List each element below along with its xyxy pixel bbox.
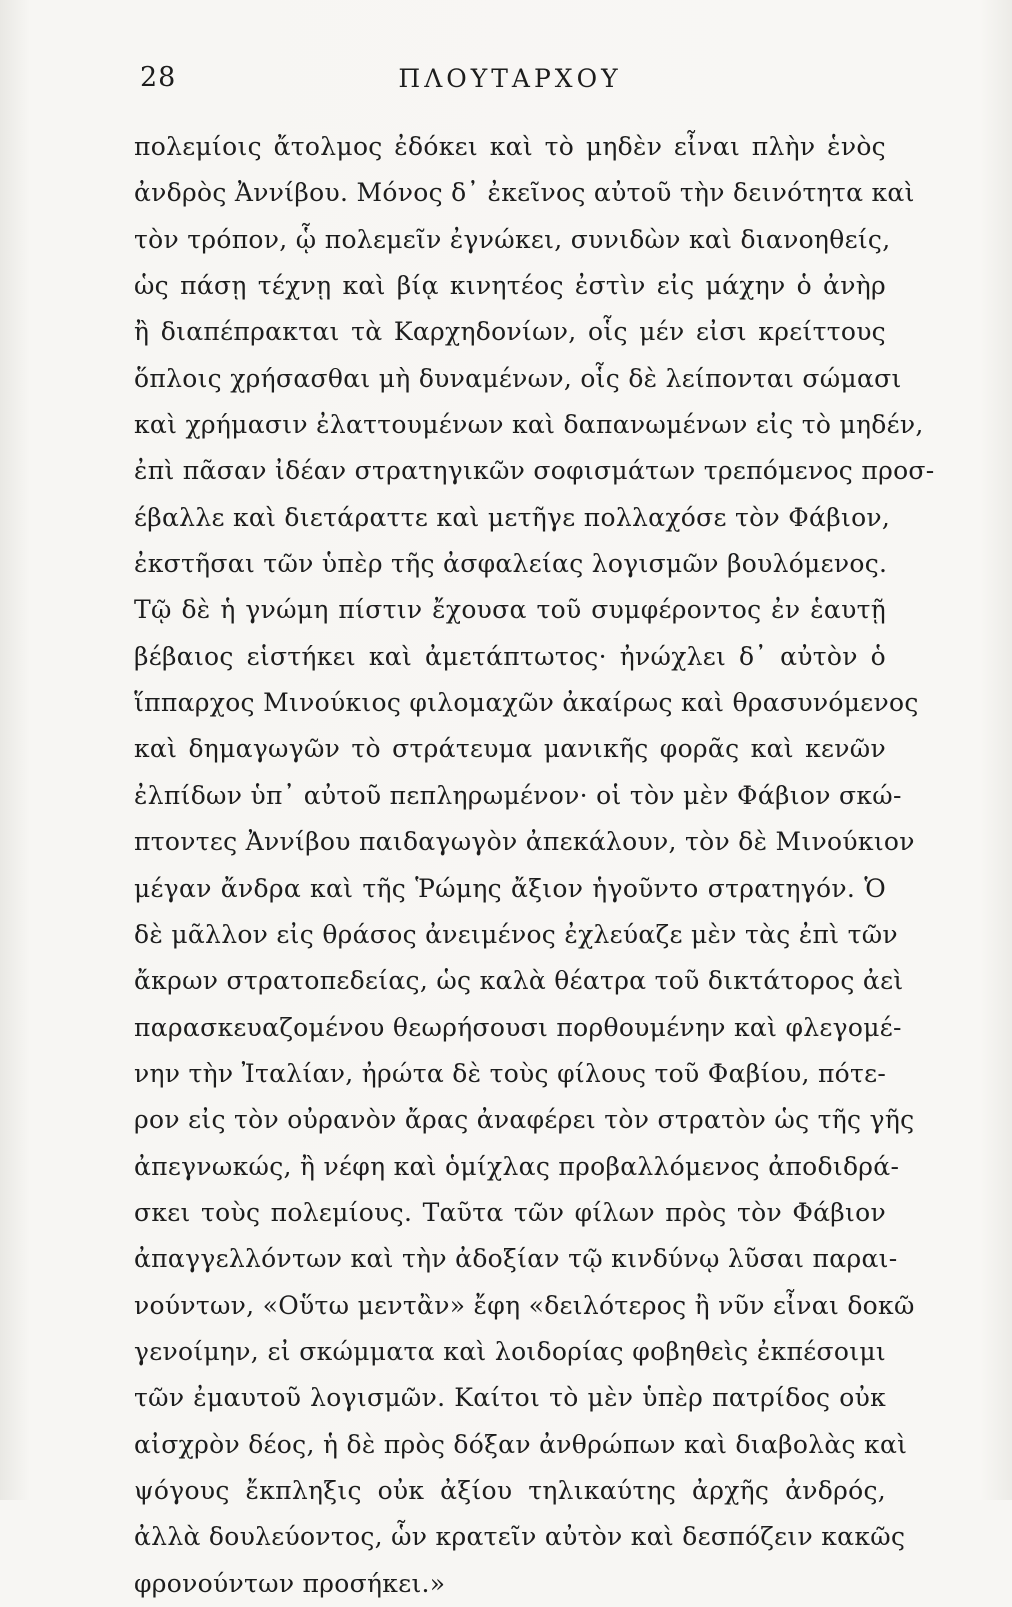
text-line: ἀνδρὸς Ἀννίβου. Μόνος δ᾽ ἐκεῖνος αὐτοῦ τὴν δεινότητα καὶ: [134, 178, 915, 208]
text-line: ρον εἰς τὸν οὐρανὸν ἄρας ἀναφέρει τὸν στρατὸν ὡς τῆς γῆς: [134, 1105, 915, 1135]
text-line: φρονούντων προσήκει.»: [134, 1568, 446, 1598]
text-line: πτοντες Ἀννίβου παιδαγωγὸν ἀπεκάλουν, τὸν δὲ Μινούκιον: [134, 827, 915, 857]
text-line: ἐκστῆσαι τῶν ὑπὲρ τῆς ἀσφαλείας λογισμῶν βουλόμενος.: [134, 549, 888, 579]
page-header: [140, 62, 880, 102]
text-line: ψόγους ἔκπληξις οὐκ ἀξίου τηλικαύτης ἀρχῆς ἀνδρός,: [134, 1475, 886, 1505]
text-line: ἵππαρχος Μινούκιος φιλομαχῶν ἀκαίρως καὶ θρασυνόμενος: [134, 688, 919, 718]
text-line: ἀπαγγελλόντων καὶ τὴν ἀδοξίαν τῷ κινδύνῳ λῦσαι παραι-: [134, 1244, 898, 1274]
text-line: παρασκευαζομένου θεωρήσουσι πορθουμένην καὶ φλεγομέ-: [134, 1012, 902, 1042]
running-head: ΠΛΟΥΤΑΡΧΟΥ: [398, 64, 622, 93]
text-line: μέγαν ἄνδρα καὶ τῆς Ῥώμης ἄξιον ἡγοῦντο στρατηγόν. Ὁ: [134, 873, 886, 903]
text-line: νούντων, «Οὕτω μεντἂν» ἔφη «δειλότερος ἢ νῦν εἶναι δοκῶ: [134, 1290, 915, 1320]
text-line: γενοίμην, εἰ σκώμματα καὶ λοιδορίας φοβηθεὶς ἐκπέσοιμι: [134, 1336, 886, 1366]
text-line: τῶν ἐμαυτοῦ λογισμῶν. Καίτοι τὸ μὲν ὑπὲρ πατρίδος οὐκ: [134, 1383, 886, 1413]
text-line: ἐλπίδων ὑπ᾽ αὐτοῦ πεπληρωμένον· οἱ τὸν μὲν Φάβιον σκώ-: [134, 780, 902, 810]
text-line: Τῷ δὲ ἡ γνώμη πίστιν ἔχουσα τοῦ συμφέροντος ἐν ἑαυτῇ: [134, 595, 886, 625]
text-line: ὅπλοις χρήσασθαι μὴ δυναμένων, οἷς δὲ λείπονται σώμασι: [134, 363, 902, 393]
text-line: τὸν τρόπον, ᾧ πολεμεῖν ἐγνώκει, συνιδὼν καὶ διανοηθείς,: [134, 224, 891, 254]
text-line: αἰσχρὸν δέος, ἡ δὲ πρὸς δόξαν ἀνθρώπων καὶ διαβολὰς καὶ: [134, 1429, 908, 1459]
text-line: ὡς πάσῃ τέχνῃ καὶ βίᾳ κινητέος ἐστὶν εἰς μάχην ὁ ἀνὴρ: [134, 271, 886, 301]
text-line: ἐπὶ πᾶσαν ἰδέαν στρατηγικῶν σοφισμάτων τρεπόμενος προσ-: [134, 456, 935, 486]
text-line: καὶ δημαγωγῶν τὸ στράτευμα μανικῆς φορᾶς καὶ κενῶν: [134, 734, 886, 764]
text-line: καὶ χρήμασιν ἐλαττουμένων καὶ δαπανωμένων εἰς τὸ μηδέν,: [134, 410, 924, 440]
text-line: ἢ διαπέπρακται τὰ Καρχηδονίων, οἷς μέν εἰσι κρείττους: [134, 317, 886, 347]
text-line: δὲ μᾶλλον εἰς θράσος ἀνειμένος ἐχλεύαζε μὲν τὰς ἐπὶ τῶν: [134, 919, 898, 949]
text-line: ἀπεγνωκώς, ἢ νέφη καὶ ὁμίχλας προβαλλόμενος ἀποδιδρά-: [134, 1151, 900, 1181]
text-line: βέβαιος εἱστήκει καὶ ἀμετάπτωτος· ἠνώχλει δ᾽ αὐτὸν ὁ: [134, 641, 886, 671]
text-line: νην τὴν Ἰταλίαν, ἠρώτα δὲ τοὺς φίλους τοῦ Φαβίου, πότε-: [134, 1058, 887, 1088]
text-line: πολεμίοις ἄτολμος ἐδόκει καὶ τὸ μηδὲν εἶναι πλὴν ἑνὸς: [134, 132, 886, 161]
body-text: [134, 124, 935, 1607]
page-number: 28: [140, 62, 177, 93]
text-line: έβαλλε καὶ διετάραττε καὶ μετῆγε πολλαχόσε τὸν Φάβιον,: [134, 502, 891, 532]
text-line: σκει τοὺς πολεμίους. Ταῦτα τῶν φίλων πρὸς τὸν Φάβιον: [134, 1197, 886, 1227]
text-line: ἀλλὰ δουλεύοντος, ὧν κρατεῖν αὐτὸν καὶ δεσπόζειν κακῶς: [134, 1522, 906, 1552]
text-line: ἄκρων στρατοπεδείας, ὡς καλὰ θέατρα τοῦ δικτάτορος ἀεὶ: [134, 966, 904, 996]
